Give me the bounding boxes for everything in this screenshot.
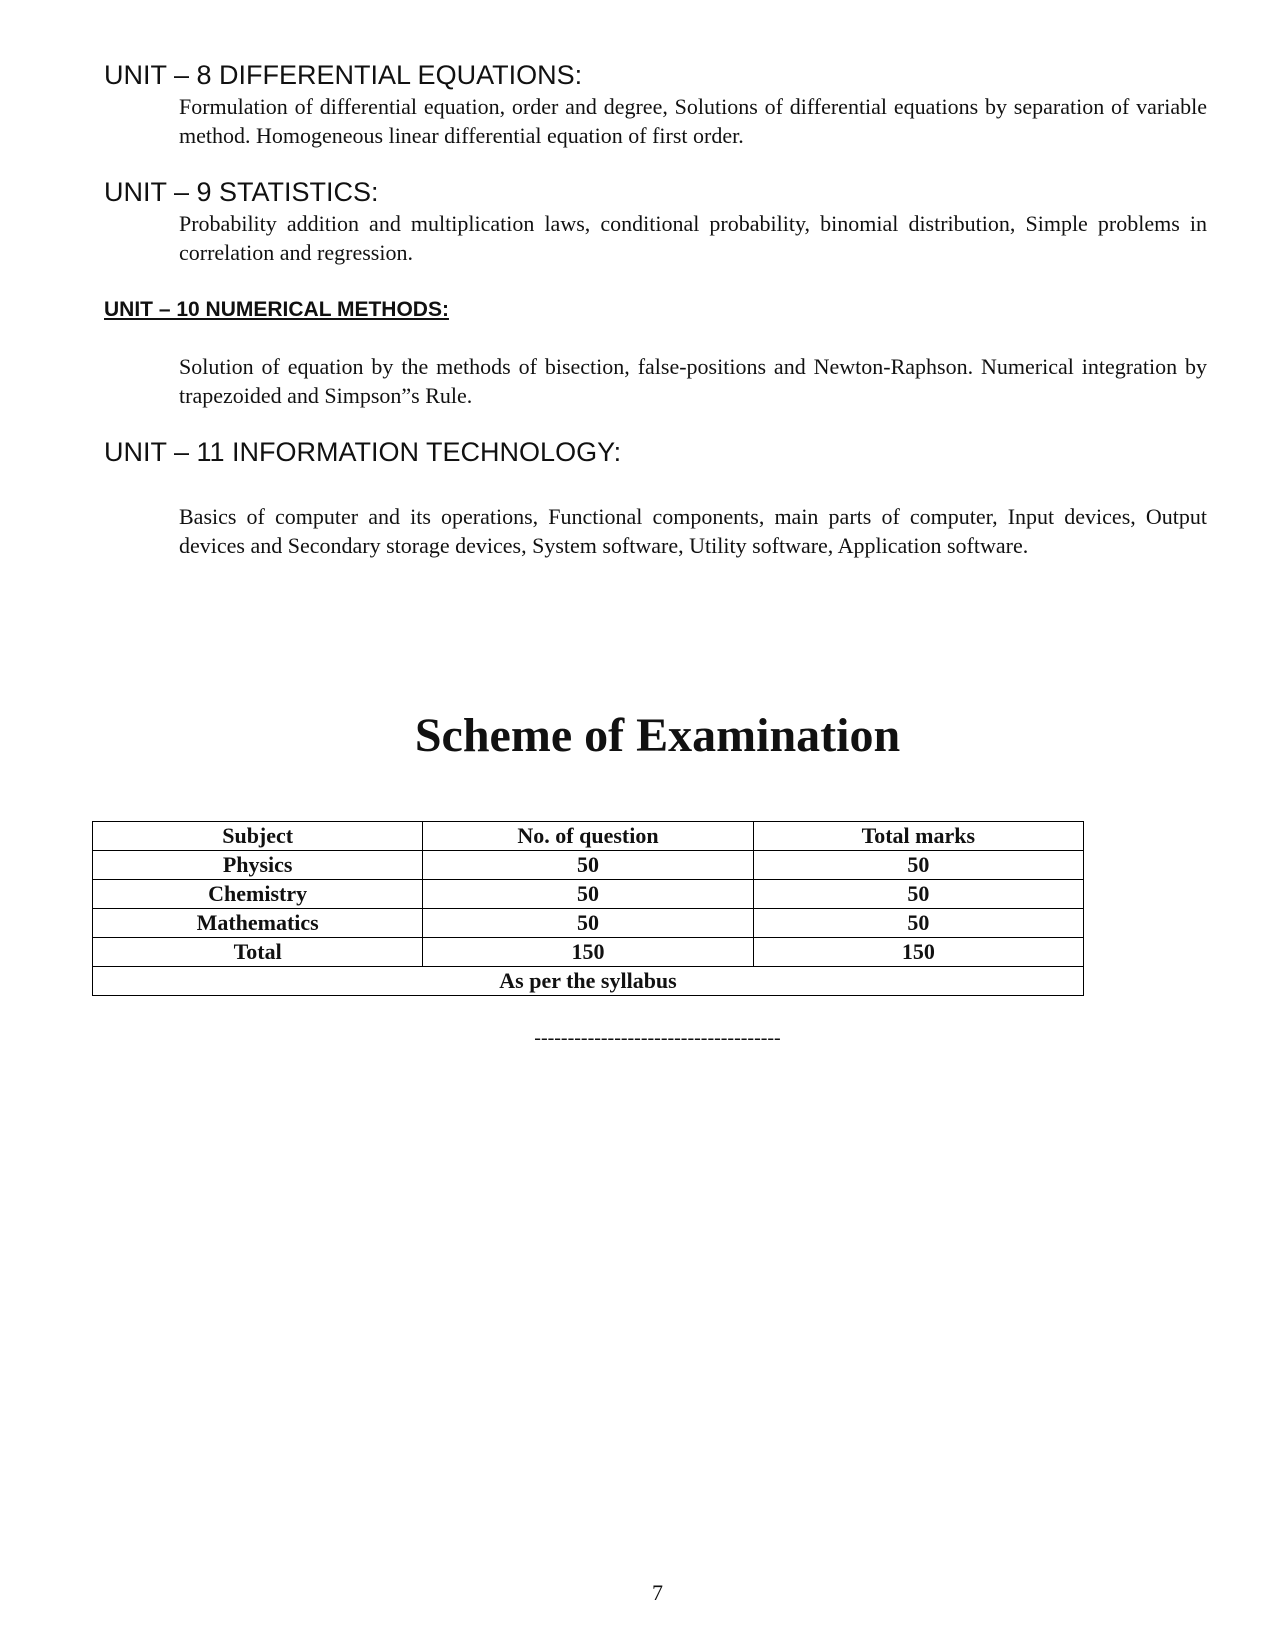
header-cell-marks: Total marks [753,822,1083,851]
scheme-table [92,821,1084,996]
table-cell: Total [93,938,423,967]
unit-9-body: Probability addition and multiplication laws, conditional probability, binomial distribution, Simple problems in correlation and regression. [179,211,1207,265]
table-row [93,909,1084,938]
table-cell: 50 [753,851,1083,880]
unit-10-body: Solution of equation by the methods of bisection, false-positions and Newton-Raphson. Numerical integration by trapezoided and Simpson”s Rule. [179,354,1207,408]
page-number: 7 [652,1580,663,1605]
table-cell: 50 [423,851,753,880]
table-cell: 50 [753,909,1083,938]
table-cell: Physics [93,851,423,880]
table-cell: Mathematics [93,909,423,938]
table-cell: Chemistry [93,880,423,909]
unit-8-body: Formulation of differential equation, order and degree, Solutions of differential equations by separation of variable method. Homogeneous linear differential equation of first order. [179,94,1207,148]
unit-9-heading: UNIT – 9 STATISTICS: [104,177,379,207]
table-cell: 50 [423,909,753,938]
table-footer-cell: As per the syllabus [93,967,1084,996]
table-row [93,851,1084,880]
table-footer-row [93,967,1084,996]
table-cell: 150 [753,938,1083,967]
table-cell: 150 [423,938,753,967]
table-header-row [93,822,1084,851]
separator-line: ------------------------------------- [534,1027,781,1049]
table-cell: 50 [753,880,1083,909]
unit-11-heading: UNIT – 11 INFORMATION TECHNOLOGY: [104,437,622,467]
table-row [93,938,1084,967]
unit-10-heading: UNIT – 10 NUMERICAL METHODS: [104,298,449,321]
header-cell-subject: Subject [93,822,423,851]
table-cell: 50 [423,880,753,909]
header-cell-questions: No. of question [423,822,753,851]
scheme-title: Scheme of Examination [414,709,901,762]
unit-11-body: Basics of computer and its operations, Functional components, main parts of computer, Input devices, Output devices and Secondary storage devices, System software, Utility software, Application software. [179,504,1207,558]
unit-8-heading: UNIT – 8 DIFFERENTIAL EQUATIONS: [104,60,583,90]
table-row [93,880,1084,909]
